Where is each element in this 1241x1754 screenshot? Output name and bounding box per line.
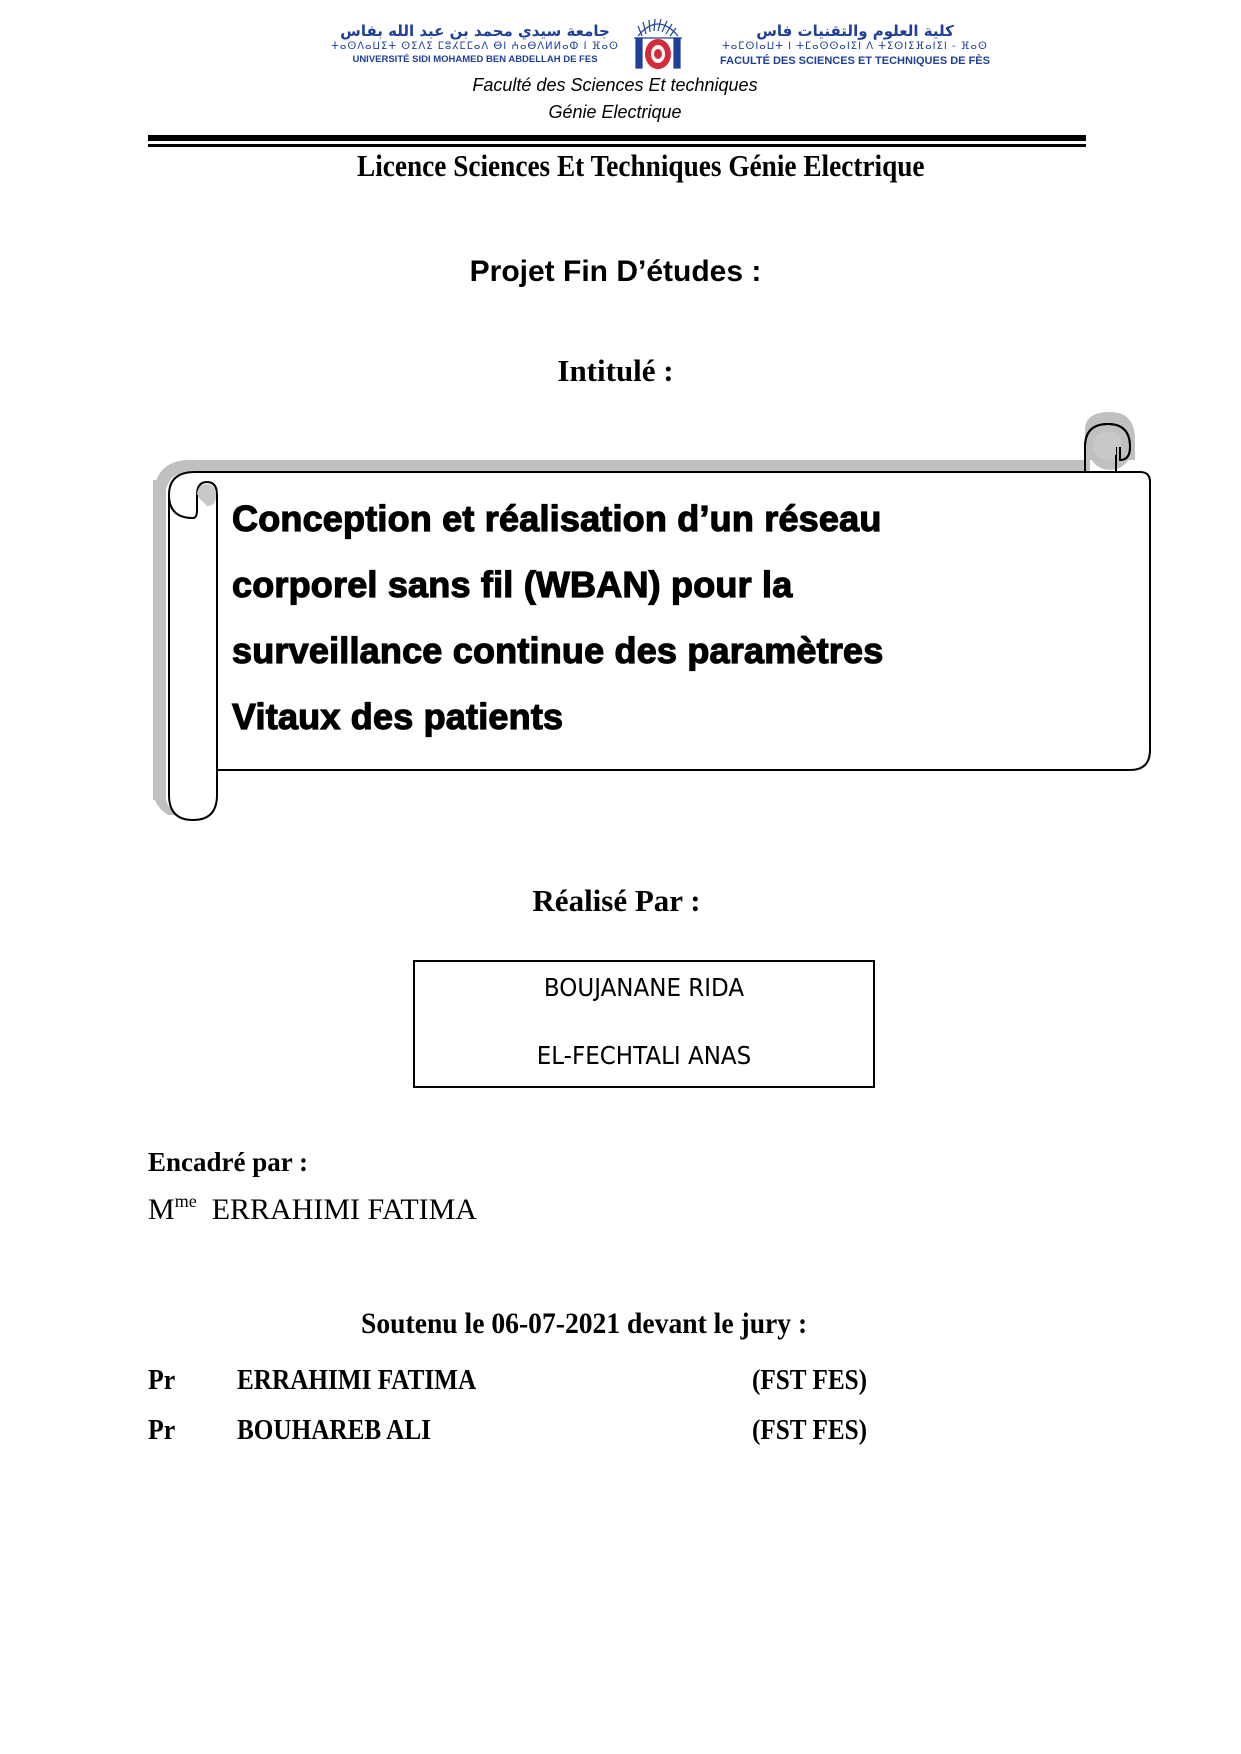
project-title-line: Conception et réalisation d’un réseau xyxy=(232,498,882,539)
university-logo xyxy=(330,22,620,66)
jury-member-row xyxy=(148,1415,888,1455)
university-name-latin: UNIVERSITÉ SIDI MOHAMED BEN ABDELLAH DE FES xyxy=(352,54,598,65)
supervisor-name: $M^{me}$ ERRAHIMI FATIMA xyxy=(148,1191,477,1226)
faculty-subheader: Faculté des Sciences Et techniques xyxy=(472,75,758,95)
supervisor-label: Encadré par : xyxy=(148,1147,308,1177)
jury-institution: (FST FES) xyxy=(752,1415,868,1446)
project-title-line: corporel sans fil (WBAN) pour la xyxy=(232,564,793,605)
project-label: Projet Fin D’études : xyxy=(469,255,762,288)
jury-title: Pr xyxy=(148,1365,176,1396)
authors-box xyxy=(413,960,875,1088)
project-title-line: surveillance continue des paramètres xyxy=(232,630,884,671)
faculty-name-latin: FACULTÉ DES SCIENCES ET TECHNIQUES DE FÈS xyxy=(720,55,990,67)
author-name: BOUJANANE RIDA xyxy=(543,973,745,1002)
department-subheader: Génie Electrique xyxy=(548,102,682,122)
faculty-name-tifinagh: ⵜⴰⵎⵙⵏⴰⵡⵜ ⵏ ⵜⵎⴰⵙⵙⴰⵏⵉⵏ ⴷ ⵜⵉⵙⵏⵉⴼⴰⵏⵉⵏ - ⴼⴰⵙ xyxy=(722,41,988,52)
program-title: Licence Sciences Et Techniques Génie Electrique xyxy=(357,148,925,183)
header-divider-thin xyxy=(148,144,1086,147)
faculty-logo xyxy=(700,22,1010,68)
faculty-name-arabic: كلية العلوم والتقنيات فاس xyxy=(756,22,954,40)
university-crest-icon xyxy=(628,16,688,76)
jury-name: ERRAHIMI FATIMA xyxy=(237,1365,477,1396)
authors-label: Réalisé Par : xyxy=(532,883,701,918)
project-title xyxy=(232,486,1092,750)
author-name: EL-FECHTALI ANAS xyxy=(536,1041,752,1070)
title-label: Intitulé : xyxy=(557,353,674,388)
project-title-line: Vitaux des patients xyxy=(232,696,564,737)
university-name-tifinagh: ⵜⴰⵙⴷⴰⵡⵉⵜ ⵙⵉⴷⵉ ⵎⵓⵃⵎⵎⴰⴷ ⴱⵏ ⵄⴰⴱⴷⵍⵍⴰⵀ ⵏ ⴼⴰⵙ xyxy=(331,41,619,52)
jury-title: Pr xyxy=(148,1415,176,1446)
jury-institution: (FST FES) xyxy=(752,1365,868,1396)
defense-statement: Soutenu le 06-07-2021 devant le jury : xyxy=(361,1307,808,1340)
jury-name: BOUHAREB ALI xyxy=(237,1415,431,1446)
header-divider-thick xyxy=(148,135,1086,141)
university-name-arabic: جامعة سيدي محمد بن عبد الله بفاس xyxy=(340,22,610,40)
jury-member-row xyxy=(148,1365,888,1405)
